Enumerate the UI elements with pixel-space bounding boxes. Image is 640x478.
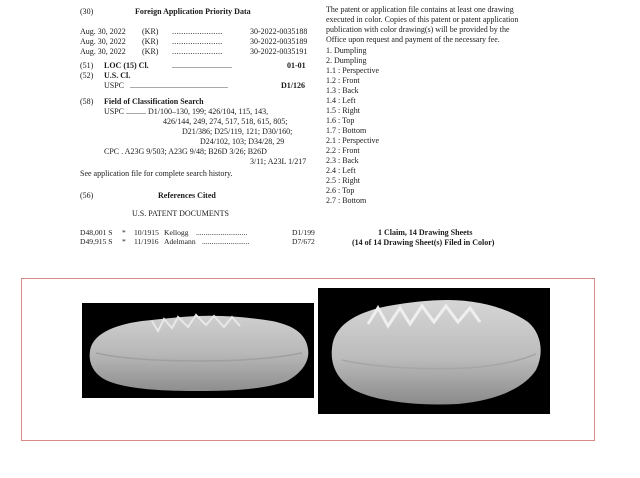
search-line: D21/386; D25/119, 121; D30/160; [182,127,293,136]
us-patent-documents-heading: U.S. PATENT DOCUMENTS [132,209,229,218]
leader-dots: ...................... [172,47,223,56]
color-notice-line: The patent or application file contains at least one drawing [326,5,514,14]
ref-name: Adelmann [164,237,196,246]
priority-number: 30-2022-0035188 [250,27,308,36]
drawing-item: 1. Dumpling [326,46,367,55]
drawing-item: 2.1 : Perspective [326,136,380,145]
section-52-value: D1/126 [281,81,305,90]
drawing-item: 2.4 : Left [326,166,356,175]
drawing-item: 1.6 : Top [326,116,355,125]
section-51-label: LOC (15) Cl. [104,61,149,70]
priority-date: Aug. 30, 2022 [80,47,126,56]
dumpling-perspective-image [318,288,550,414]
ref-star: * [122,228,126,237]
search-line: D24/102, 103; D34/28, 29 [200,137,285,146]
section-30-title: Foreign Application Priority Data [135,7,251,16]
leader-dots: ........................... [196,228,248,237]
search-history-note: See application file for complete search history. [80,169,233,178]
color-sheets-line: (14 of 14 Drawing Sheet(s) Filed in Color) [352,238,495,247]
ref-number: D48,001 S [80,228,113,237]
section-56-code: (56) [80,191,94,200]
priority-country: (KR) [142,47,159,56]
drawing-item: 2.6 : Top [326,186,355,195]
section-52-usp: USPC [104,81,125,90]
drawing-item: 1.5 : Right [326,106,361,115]
drawing-item: 1.7 : Bottom [326,126,367,135]
section-58-title: Field of Classification Search [104,97,204,106]
drawing-item: 1.1 : Perspective [326,66,380,75]
priority-date: Aug. 30, 2022 [80,27,126,36]
leader-dots: ................................................. [130,81,228,90]
drawing-figure-frame [21,278,595,441]
leader-dots: ...................... [172,27,223,36]
drawing-item: 2.3 : Back [326,156,359,165]
drawing-item: 1.3 : Back [326,86,359,95]
section-51-code: (51) [80,61,94,70]
section-52-label: U.S. Cl. [104,71,131,80]
ref-name: Kellogg [164,228,189,237]
priority-country: (KR) [142,37,159,46]
ref-date: 10/1915 [134,228,159,237]
search-line: 426/144, 249, 274, 517, 518, 615, 805; [163,117,288,126]
search-line: USPC .......... D1/100–130, 199; 426/104, 115, 143, [104,107,269,116]
section-52-code: (52) [80,71,94,80]
color-notice-line: publication with color drawing(s) will be provided by the [326,25,510,34]
drawing-item: 2.5 : Right [326,176,361,185]
drawing-item: 1.2 : Front [326,76,360,85]
color-notice-line: executed in color. Copies of this patent or patent application [326,15,519,24]
ref-number: D49,915 S [80,237,113,246]
priority-country: (KR) [142,27,159,36]
dumpling-front-image [82,303,314,398]
priority-date: Aug. 30, 2022 [80,37,126,46]
ref-date: 11/1916 [134,237,159,246]
claim-line: 1 Claim, 14 Drawing Sheets [378,228,473,237]
ref-star: * [122,237,126,246]
section-56-title: References Cited [158,191,216,200]
drawing-item: 2.2 : Front [326,146,360,155]
section-30-code: (30) [80,7,94,16]
search-line: CPC . A23G 9/503; A23G 9/48; B26D 3/26; B26D [104,147,267,156]
drawing-item: 2.7 : Bottom [326,196,367,205]
color-notice-line: Office upon request and payment of the necessary fee. [326,35,500,44]
priority-number: 30-2022-0035191 [250,47,308,56]
leader-dots: ......................... [202,237,250,246]
ref-class: D1/199 [292,228,315,237]
leader-dots: ...................... [172,37,223,46]
section-58-code: (58) [80,97,94,106]
drawing-item: 2. Dumpling [326,56,367,65]
leader-dots: .............................. [172,61,232,70]
section-51-value: 01-01 [287,61,306,70]
search-line: 3/11; A23L 1/217 [250,157,307,166]
priority-number: 30-2022-0035189 [250,37,308,46]
ref-class: D7/672 [292,237,315,246]
dumpling-perspective-photo [318,288,550,414]
dumpling-front-photo [82,303,314,398]
drawing-item: 1.4 : Left [326,96,356,105]
